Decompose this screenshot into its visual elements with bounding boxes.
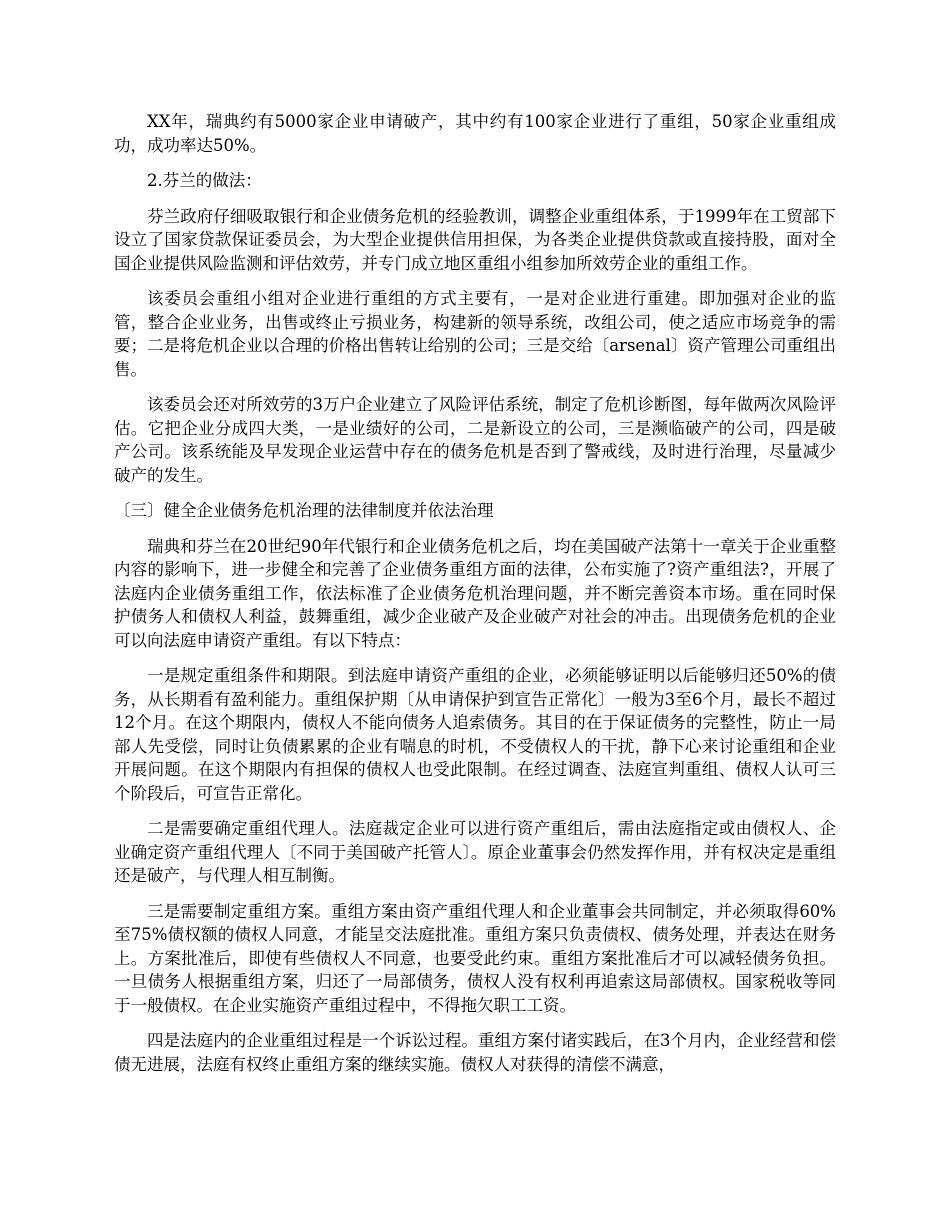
- paragraph-legal-background: 瑞典和芬兰在20世纪90年代银行和企业债务危机之后，均在美国破产法第十一章关于企业重整内容的影响下，进一步健全和完善了企业债务重组方面的法律，公布实施了?资产重组法?，开展了法庭内企业债务重组工作，依法标准了企业债务危机治理问题，并不断完善资本市场。重在同时保护债务人和债权人利益，鼓舞重组，减少企业破产及企业破产对社会的冲击。出现债务危机的企业可以向法庭申请资产重组。有以下特点：: [114, 536, 836, 650]
- paragraph-risk-assessment: 该委员会还对所效劳的3万户企业建立了风险评估系统，制定了危机诊断图，每年做两次风险评估。它把企业分成四大类，一是业绩好的公司，二是新设立的公司，三是濒临破产的公司，四是破产公司。该系统能及早发现企业运营中存在的债务危机是否到了警戒线，及时进行治理，尽量减少破产的发生。: [114, 395, 836, 485]
- paragraph-sweden-statistics: XX年，瑞典约有5000家企业申请破产，其中约有100家企业进行了重组，50家企业重组成功，成功率达50%。: [114, 112, 836, 155]
- paragraph-finland-committee: 芬兰政府仔细吸取银行和企业债务危机的经验教训，调整企业重组体系，于1999年在工贸部下设立了国家贷款保证委员会，为大型企业提供信用担保，为各类企业提供贷款或直接持股，面对全国企业提供风险监测和评估效劳，并专门成立地区重组小组参加所效劳企业的重组工作。: [114, 206, 836, 273]
- document-page: [114, 110, 836, 1088]
- paragraph-feature-agent: 二是需要确定重组代理人。法庭裁定企业可以进行资产重组后，需由法庭指定或由债权人、企业确定资产重组代理人〔不同于美国破产托管人〕。原企业董事会仍然发挥作用，并有权决定是重组还是破产，与代理人相互制衡。: [114, 819, 836, 885]
- paragraph-feature-conditions: 一是规定重组条件和期限。到法庭申请资产重组的企业，必须能够证明以后能够归还50%的债务，从长期看有盈利能力。重组保护期〔从申请保护到宣告正常化〕一般为3至6个月，最长不超过12个月。在这个期限内，债权人不能向债务人追索债务。其目的在于保证债务的完整性，防止一局部人先受偿，同时让负债累累的企业有喘息的时机，不受债权人的干扰，静下心来讨论重组和企业开展问题。在这个期限内有担保的债权人也受此限制。在经过调查、法庭宣判重组、债权人认可三个阶段后，可宣告正常化。: [114, 666, 836, 803]
- section-heading-finland: 2.芬兰的做法：: [147, 171, 262, 190]
- section-heading-legal-system: 〔三〕健全企业债务危机治理的法律制度并依法治理: [114, 501, 494, 520]
- paragraph-restructuring-methods: 该委员会重组小组对企业进行重组的方式主要有，一是对企业进行重建。即加强对企业的监管，整合企业业务，出售或终止亏损业务，构建新的领导系统，改组公司，使之适应市场竞争的需要；二是将危机企业以合理的价格出售转让给别的公司；三是交给〔arsenal〕资产管理公司重组出售。: [114, 289, 836, 379]
- paragraph-feature-plan: 三是需要制定重组方案。重组方案由资产重组代理人和企业董事会共同制定，并必须取得60%至75%债权额的债权人同意，才能呈交法庭批准。重组方案只负责债权、债务处理，并表达在财务上。方案批准后，即使有些债权人不同意，也要受此约束。重组方案批准后才可以减轻债务负担。一旦债务人根据重组方案，归还了一局部债务，债权人没有权利再追索这局部债权。国家税收等同于一般债权。在企业实施资产重组过程中，不得拖欠职工工资。: [114, 901, 836, 1015]
- paragraph-feature-litigation: 四是法庭内的企业重组过程是一个诉讼过程。重组方案付诸实践后，在3个月内，企业经营和偿债无进展，法庭有权终止重组方案的继续实施。债权人对获得的清偿不满意，: [114, 1031, 836, 1074]
